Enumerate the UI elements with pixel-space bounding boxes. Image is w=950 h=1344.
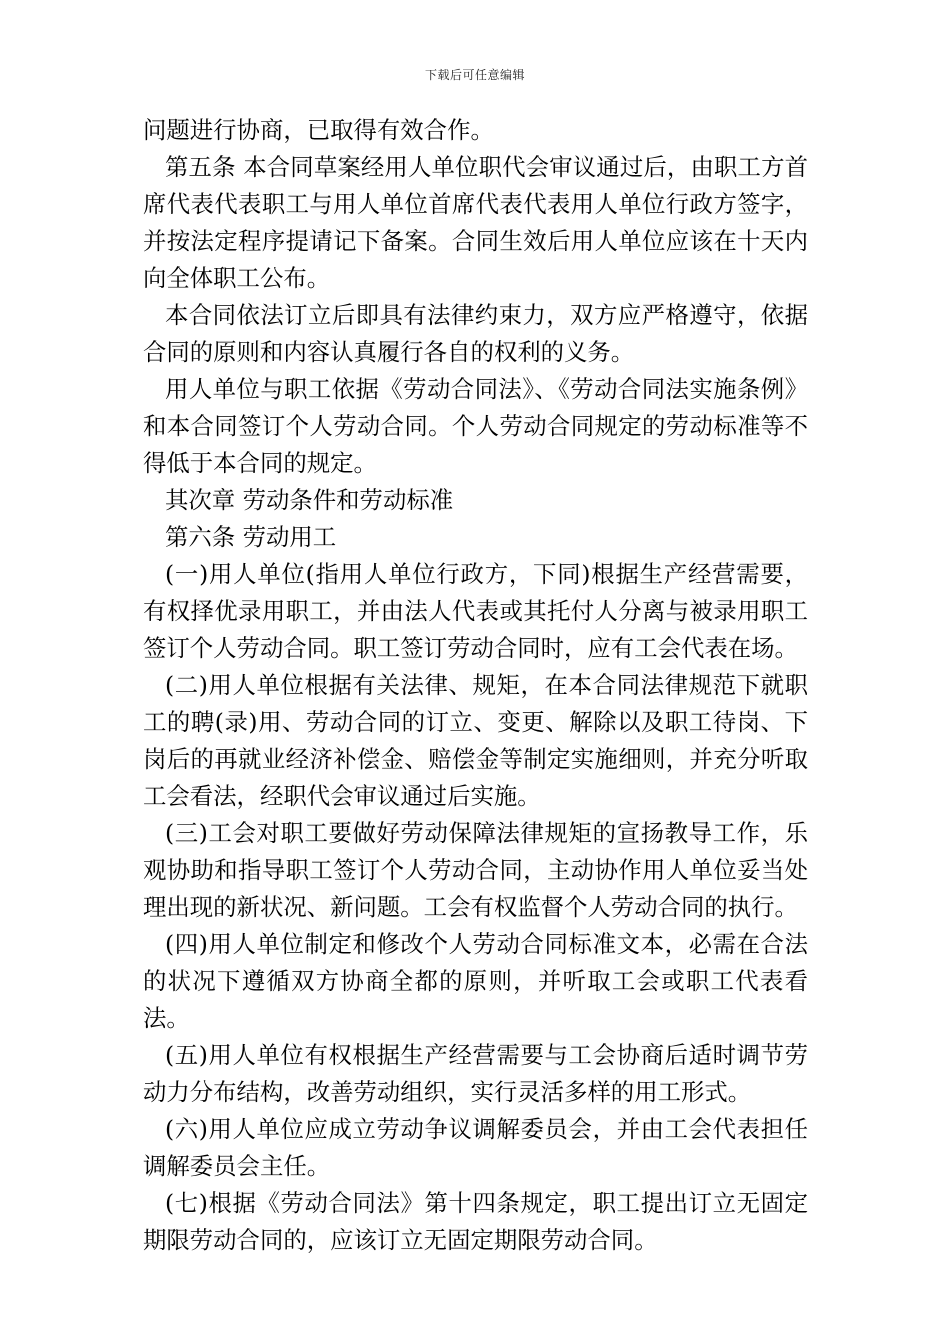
clause-item: (三)工会对职工要做好劳动保障法律规矩的宣扬教导工作，乐观协助和指导职工签订个人劳动合同，主动协作用人单位妥当处理出现的新状况、新问题。工会有权监督个人劳动合同的执行。 [143, 819, 808, 921]
paragraph-article-5: 第五条 本合同草案经用人单位职代会审议通过后，由职工方首席代表代表职工与用人单位首席代表代表用人单位行政方签字，并按法定程序提请记下备案。合同生效后用人单位应该在十天内向全体职工公布。 [143, 153, 808, 292]
paragraph: 问题进行协商，已取得有效合作。 [143, 116, 494, 144]
clause-item: (一)用人单位(指用人单位行政方，下同)根据生产经营需要，有权择优录用职工，并由法人代表或其托付人分离与被录用职工签订个人劳动合同。职工签订劳动合同时，应有工会代表在场。 [143, 560, 808, 662]
page-header: 下载后可任意编辑 [424, 68, 525, 82]
clause-item: (七)根据《劳动合同法》第十四条规定，职工提出订立无固定期限劳动合同的，应该订立无固定期限劳动合同。 [143, 1189, 808, 1254]
clause-item: (四)用人单位制定和修改个人劳动合同标准文本，必需在合法的状况下遵循双方协商全都的原则，并听取工会或职工代表看法。 [143, 930, 808, 1032]
article-heading: 第六条 劳动用工 [165, 523, 337, 551]
clause-item: (五)用人单位有权根据生产经营需要与工会协商后适时调节劳动力分布结构，改善劳动组织，实行灵活多样的用工形式。 [143, 1041, 808, 1106]
paragraph: 本合同依法订立后即具有法律约束力，双方应严格遵守，依据合同的原则和内容认真履行各自的权利的义务。 [143, 301, 808, 366]
paragraph: 用人单位与职工依据《劳动合同法》、《劳动合同法实施条例》和本合同签订个人劳动合同。个人劳动合同规定的劳动标准等不得低于本合同的规定。 [143, 375, 808, 477]
chapter-heading: 其次章 劳动条件和劳动标准 [165, 486, 454, 514]
document-body [143, 112, 808, 1259]
clause-item: (二)用人单位根据有关法律、规矩，在本合同法律规范下就职工的聘(录)用、劳动合同的订立、变更、解除以及职工待岗、下岗后的再就业经济补偿金、赔偿金等制定实施细则，并充分听取工会看法，经职代会审议通过后实施。 [143, 671, 808, 810]
clause-item: (六)用人单位应成立劳动争议调解委员会，并由工会代表担任调解委员会主任。 [143, 1115, 808, 1180]
